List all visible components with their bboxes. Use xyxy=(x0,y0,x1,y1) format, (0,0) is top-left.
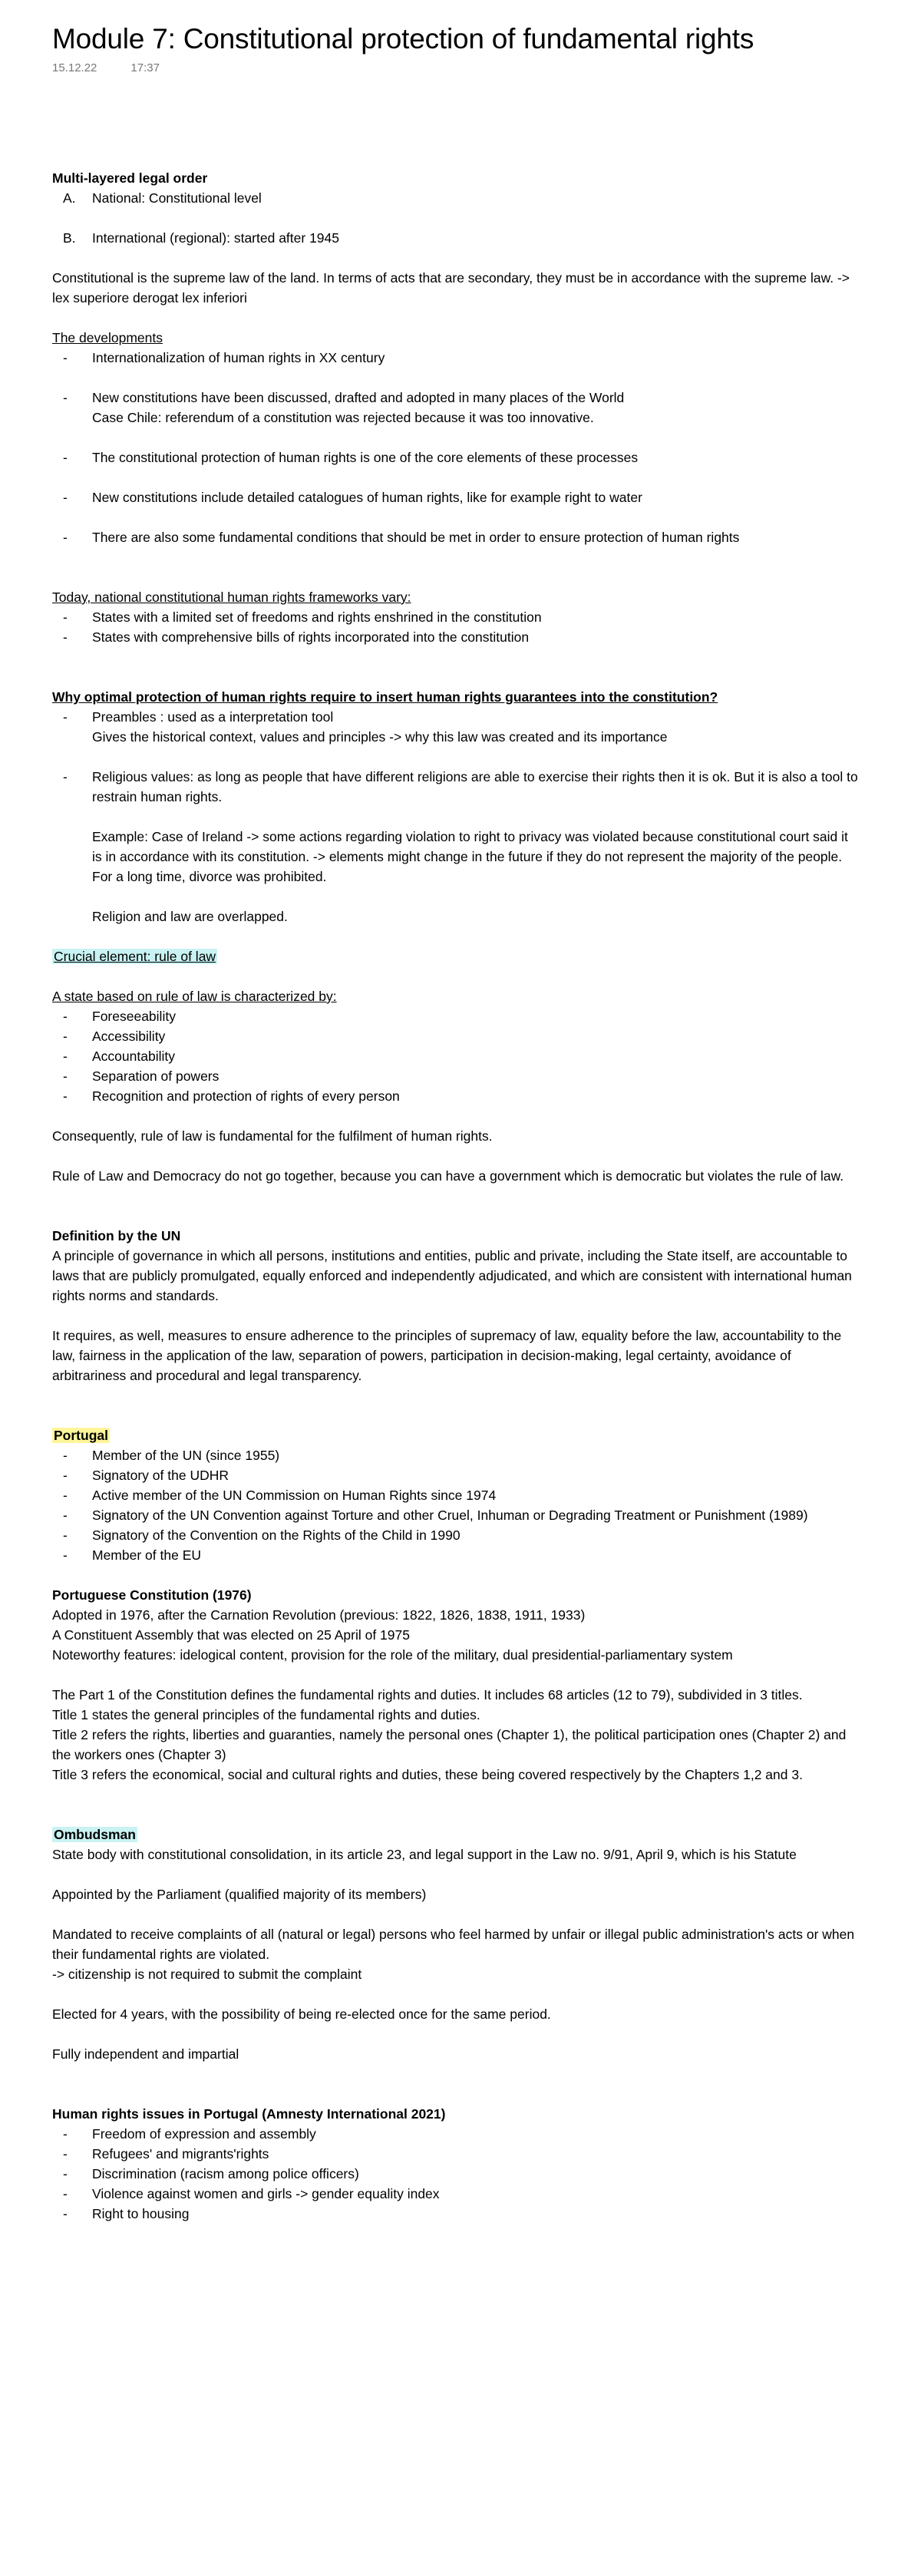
paragraph: Title 1 states the general principles of the fundamental rights and duties. xyxy=(52,1707,480,1722)
dash-marker: - xyxy=(63,1448,68,1463)
issues-list xyxy=(52,2124,860,2224)
list-item-text: Religion and law are overlapped. xyxy=(92,909,288,924)
list-item-text: Example: Case of Ireland -> some actions regarding violation to right to privacy was violated because constitutional court said it is in accordance with its constitution. -> elements might change in the future if they do not represent the majority of the people. For a long time, divorce was prohibited. xyxy=(92,829,848,884)
list-item-text: Signatory of the Convention on the Rights of the Child in 1990 xyxy=(92,1527,460,1543)
list-item-text: New constitutions include detailed catalogues of human rights, like for example right to water xyxy=(92,490,642,505)
dash-marker: - xyxy=(63,1049,68,1064)
list-item-text: Right to housing xyxy=(92,2206,190,2221)
dash-marker: - xyxy=(63,490,68,505)
list-item xyxy=(52,1445,860,1465)
list-marker: A. xyxy=(63,190,76,206)
paragraph: Consequently, rule of law is fundamental for the fulfilment of human rights. xyxy=(52,1128,493,1144)
list-item-text: States with a limited set of freedoms and rights enshrined in the constitution xyxy=(92,609,542,625)
list-item xyxy=(52,1505,860,1525)
note-date: 15.12.22 xyxy=(52,61,97,74)
dash-marker: - xyxy=(63,1508,68,1523)
note-body xyxy=(52,168,860,2224)
list-item xyxy=(52,527,860,547)
list-item-text: The constitutional protection of human rights is one of the core elements of these processes xyxy=(92,450,639,465)
list-item xyxy=(52,707,860,747)
list-item-text: Signatory of the UN Convention against Torture and other Cruel, Inhuman or Degrading Treatment or Punishment (1989) xyxy=(92,1508,808,1523)
list-item xyxy=(52,767,860,926)
list-item-text: Violence against women and girls -> gender equality index xyxy=(92,2186,440,2201)
list-item xyxy=(52,2124,860,2144)
list-item-text: Foreseeability xyxy=(92,1009,176,1024)
list-item-text: International (regional): started after 1945 xyxy=(92,230,339,246)
optimal-list xyxy=(52,707,860,926)
rule-of-law-list xyxy=(52,1006,860,1106)
dash-marker: - xyxy=(63,1088,68,1104)
dash-marker: - xyxy=(63,1009,68,1024)
list-item xyxy=(52,487,860,507)
list-item xyxy=(52,447,860,467)
paragraph: State body with constitutional consolidation, in its article 23, and legal support in the Law no. 9/91, April 9, which is his Statute xyxy=(52,1847,797,1862)
list-item-text: Gives the historical context, values and principles -> why this law was created and its importance xyxy=(92,729,668,745)
section-heading-constitution: Portuguese Constitution (1976) xyxy=(52,1587,252,1603)
dash-marker: - xyxy=(63,629,68,645)
paragraph: It requires, as well, measures to ensure adherence to the principles of supremacy of law, equality before the law, accountability to the law, fairness in the application of the law, separation of powers, participation in decision-making, legal certainty, avoidance of arbitrariness and procedural and legal transparency. xyxy=(52,1328,842,1383)
dash-marker: - xyxy=(63,1488,68,1503)
list-item xyxy=(52,627,860,647)
list-item xyxy=(52,1465,860,1485)
list-item-text: Active member of the UN Commission on Human Rights since 1974 xyxy=(92,1488,497,1503)
section-heading-developments: The developments xyxy=(52,330,163,345)
dash-marker: - xyxy=(63,350,68,365)
page-title: Module 7: Constitutional protection of fundamental rights xyxy=(52,23,754,54)
paragraph: -> citizenship is not required to submit the complaint xyxy=(52,1967,362,1982)
developments-list xyxy=(52,348,860,547)
list-item-text: Member of the EU xyxy=(92,1547,201,1563)
paragraph: Noteworthy features: idelogical content, provision for the role of the military, dual presidential-parliamentary system xyxy=(52,1647,733,1663)
crucial-element-heading: Crucial element: rule of law xyxy=(54,949,216,964)
list-item xyxy=(52,1525,860,1545)
dash-marker: - xyxy=(63,609,68,625)
dash-marker: - xyxy=(63,2146,68,2162)
list-item-text: Recognition and protection of rights of every person xyxy=(92,1088,400,1104)
paragraph: Rule of Law and Democracy do not go together, because you can have a government which is democratic but violates the rule of law. xyxy=(52,1168,844,1184)
list-item-text: Member of the UN (since 1955) xyxy=(92,1448,280,1463)
list-item xyxy=(52,1086,860,1106)
portugal-list xyxy=(52,1445,860,1565)
list-item-text: Accountability xyxy=(92,1049,175,1064)
dash-marker: - xyxy=(63,2206,68,2221)
list-item-text: There are also some fundamental conditions that should be met in order to ensure protection of human rights xyxy=(92,530,740,545)
paragraph: Elected for 4 years, with the possibility of being re-elected once for the same period. xyxy=(52,2006,551,2022)
paragraph: The Part 1 of the Constitution defines the fundamental rights and duties. It includes 68 articles (12 to 79), subdivided in 3 titles. xyxy=(52,1687,803,1702)
section-heading-rule-of-law: A state based on rule of law is characterized by: xyxy=(52,989,337,1004)
list-item-text: Accessibility xyxy=(92,1029,166,1044)
list-item xyxy=(52,188,860,208)
list-item xyxy=(52,2204,860,2224)
list-item xyxy=(52,2144,860,2164)
list-item xyxy=(52,1006,860,1026)
note-time: 17:37 xyxy=(130,61,160,74)
list-item xyxy=(52,2164,860,2184)
list-item xyxy=(52,1066,860,1086)
list-item xyxy=(52,607,860,627)
section-heading-frameworks: Today, national constitutional human rights frameworks vary: xyxy=(52,590,411,605)
note-meta xyxy=(52,61,860,74)
dash-marker: - xyxy=(63,1547,68,1563)
list-item-text: National: Constitutional level xyxy=(92,190,262,206)
paragraph: Appointed by the Parliament (qualified majority of its members) xyxy=(52,1887,427,1902)
list-item-text: Religious values: as long as people that have different religions are able to exercise their rights then it is ok. But it is also a tool to restrain human rights. xyxy=(92,769,858,804)
list-item-text: Discrimination (racism among police officers) xyxy=(92,2166,359,2181)
paragraph: A Constituent Assembly that was elected on 25 April of 1975 xyxy=(52,1627,410,1643)
section-heading-portugal: Portugal xyxy=(54,1428,108,1443)
list-item-text: Signatory of the UDHR xyxy=(92,1468,229,1483)
paragraph: Adopted in 1976, after the Carnation Revolution (previous: 1822, 1826, 1838, 1911, 1933) xyxy=(52,1607,586,1623)
list-item xyxy=(52,2184,860,2204)
dash-marker: - xyxy=(63,1068,68,1084)
section-heading-un-definition: Definition by the UN xyxy=(52,1228,181,1243)
paragraph: Fully independent and impartial xyxy=(52,2046,239,2062)
list-item-text: Separation of powers xyxy=(92,1068,220,1084)
list-item-text: Refugees' and migrants'rights xyxy=(92,2146,269,2162)
list-item xyxy=(52,1545,860,1565)
section-heading-issues: Human rights issues in Portugal (Amnesty International 2021) xyxy=(52,2106,446,2122)
list-item-text: States with comprehensive bills of rights incorporated into the constitution xyxy=(92,629,530,645)
dash-marker: - xyxy=(63,1468,68,1483)
section-heading-optimal: Why optimal protection of human rights require to insert human rights guarantees into the constitution? xyxy=(52,689,718,705)
list-item xyxy=(52,1046,860,1066)
section-heading-multilayer: Multi-layered legal order xyxy=(52,170,208,186)
list-item xyxy=(52,388,860,428)
list-item-text: Case Chile: referendum of a constitution was rejected because it was too innovative. xyxy=(92,410,594,425)
dash-marker: - xyxy=(63,450,68,465)
frameworks-list xyxy=(52,607,860,647)
dash-marker: - xyxy=(63,2186,68,2201)
dash-marker: - xyxy=(63,769,68,784)
dash-marker: - xyxy=(63,1527,68,1543)
list-item xyxy=(52,348,860,368)
dash-marker: - xyxy=(63,2166,68,2181)
paragraph: Title 3 refers the economical, social and cultural rights and duties, these being covered respectively by the Chapters 1,2 and 3. xyxy=(52,1767,803,1782)
dash-marker: - xyxy=(63,1029,68,1044)
list-item xyxy=(52,1485,860,1505)
paragraph: A principle of governance in which all persons, institutions and entities, public and private, including the State itself, are accountable to laws that are publicly promulgated, equally enforced and independently adjudicated, and which are consistent with international human rights norms and standards. xyxy=(52,1248,852,1303)
dash-marker: - xyxy=(63,530,68,545)
list-marker: B. xyxy=(63,230,76,246)
paragraph: Constitutional is the supreme law of the land. In terms of acts that are secondary, they must be in accordance with the supreme law. -> lex superiore derogat lex inferiori xyxy=(52,270,850,305)
paragraph: Title 2 refers the rights, liberties and guaranties, namely the personal ones (Chapter 1), the political participation ones (Chapter 2) and the workers ones (Chapter 3) xyxy=(52,1727,847,1762)
list-item xyxy=(52,1026,860,1046)
dash-marker: - xyxy=(63,390,68,405)
multilayer-list xyxy=(52,188,860,248)
list-item-text: New constitutions have been discussed, drafted and adopted in many places of the World xyxy=(92,390,625,405)
section-heading-ombudsman: Ombudsman xyxy=(54,1827,136,1842)
dash-marker: - xyxy=(63,2126,68,2142)
list-item-text: Internationalization of human rights in XX century xyxy=(92,350,385,365)
paragraph: Mandated to receive complaints of all (natural or legal) persons who feel harmed by unfair or illegal public administration's acts or when their fundamental rights are violated. xyxy=(52,1927,855,1962)
list-item-text: Preambles : used as a interpretation tool xyxy=(92,709,334,725)
list-item xyxy=(52,228,860,248)
list-item-text: Freedom of expression and assembly xyxy=(92,2126,316,2142)
dash-marker: - xyxy=(63,709,68,725)
